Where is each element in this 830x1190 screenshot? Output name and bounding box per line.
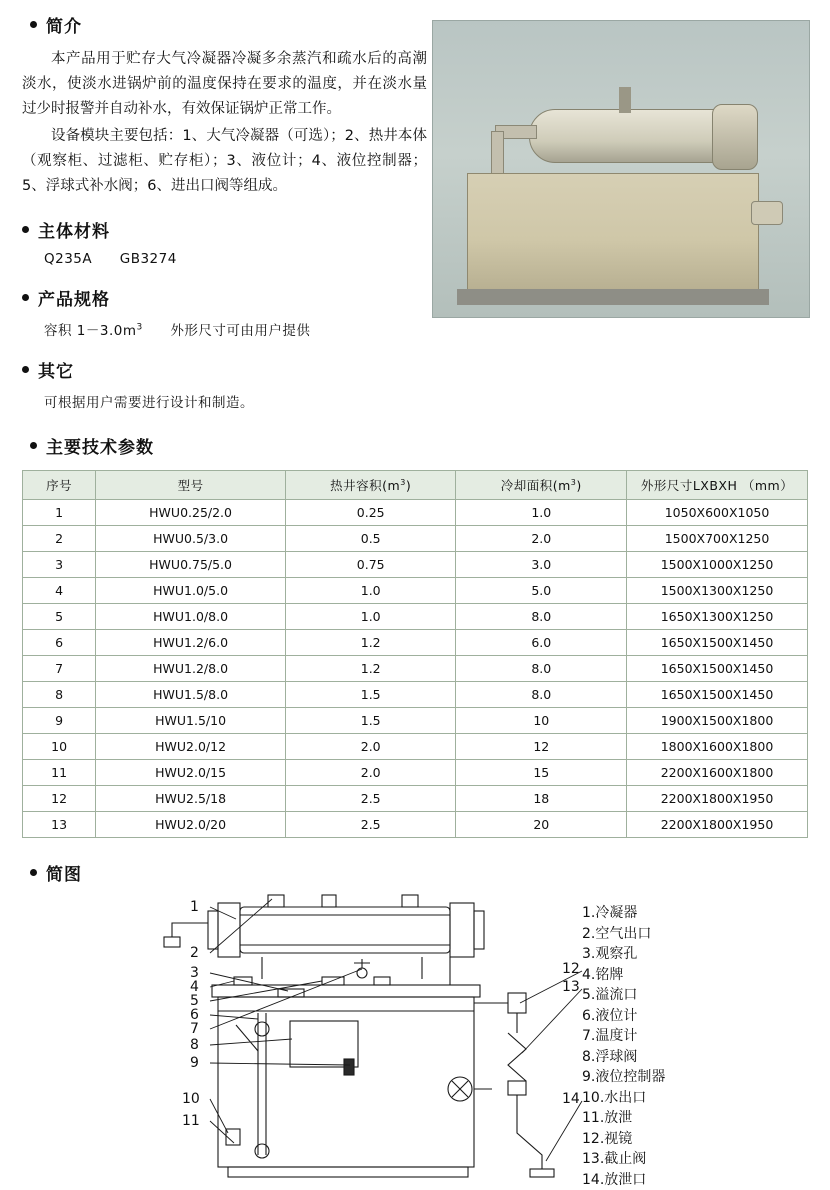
cell-cooling-area: 2.0	[456, 526, 627, 552]
cell-volume: 1.5	[285, 708, 456, 734]
cell-index: 13	[23, 812, 96, 838]
cell-index: 10	[23, 734, 96, 760]
cell-volume: 2.0	[285, 760, 456, 786]
table-row	[23, 578, 808, 604]
bullet-icon	[22, 226, 29, 233]
table-row	[23, 630, 808, 656]
cell-model: HWU0.5/3.0	[96, 526, 286, 552]
bullet-icon	[30, 21, 37, 28]
legend-item: 8.浮球阀	[582, 1047, 665, 1068]
cell-cooling-area: 10	[456, 708, 627, 734]
cell-dimensions: 1500X700X1250	[627, 526, 808, 552]
cell-model: HWU0.75/5.0	[96, 552, 286, 578]
cell-dimensions: 1650X1300X1250	[627, 604, 808, 630]
cell-dimensions: 2200X1600X1800	[627, 760, 808, 786]
diagram-title: 简图	[46, 860, 82, 885]
table-row	[23, 708, 808, 734]
cell-model: HWU1.0/5.0	[96, 578, 286, 604]
section-heading-diagram	[30, 860, 808, 885]
callout-5: 5	[190, 993, 199, 1009]
legend-item: 5.溢流口	[582, 985, 665, 1006]
equipment-line-drawing	[22, 893, 808, 1183]
intro-paragraph-2: 设备模块主要包括：1、大气冷凝器（可选）；2、热井本体（观察柜、过滤柜、贮存柜）；3、液位计；4、液位控制器；5、浮球式补水阀；6、进出口阀等组成。	[22, 124, 427, 199]
cell-index: 5	[23, 604, 96, 630]
cell-volume: 0.5	[285, 526, 456, 552]
section-heading-other	[22, 357, 808, 382]
callout-1: 1	[190, 899, 199, 915]
intro-body	[22, 47, 427, 199]
cell-index: 6	[23, 630, 96, 656]
spec-text-a: 容积 1－3.0m	[44, 323, 137, 339]
cell-dimensions: 1900X1500X1800	[627, 708, 808, 734]
spec-table	[22, 470, 808, 838]
cell-dimensions: 1500X1000X1250	[627, 552, 808, 578]
table-row	[23, 760, 808, 786]
section-other	[22, 357, 808, 411]
spec-text-a-sup: 3	[137, 323, 143, 333]
other-title: 其它	[38, 357, 74, 382]
legend-item: 13.截止阀	[582, 1149, 665, 1170]
cell-dimensions: 1650X1500X1450	[627, 682, 808, 708]
cell-model: HWU2.0/15	[96, 760, 286, 786]
spec-title: 产品规格	[38, 285, 110, 310]
photo-base-frame	[457, 289, 769, 305]
legend-item: 1.冷凝器	[582, 903, 665, 924]
cell-volume: 2.5	[285, 786, 456, 812]
spec-text-b: 外形尺寸可由用户提供	[170, 323, 310, 339]
table-row	[23, 552, 808, 578]
cell-model: HWU2.5/18	[96, 786, 286, 812]
legend-item: 2.空气出口	[582, 924, 665, 945]
cell-volume: 1.0	[285, 578, 456, 604]
cell-model: HWU1.2/8.0	[96, 656, 286, 682]
callout-8: 8	[190, 1037, 199, 1053]
cell-index: 12	[23, 786, 96, 812]
cell-cooling-area: 1.0	[456, 500, 627, 526]
cell-index: 11	[23, 760, 96, 786]
table-row	[23, 500, 808, 526]
spec-table-head	[23, 471, 808, 500]
cell-cooling-area: 8.0	[456, 604, 627, 630]
table-row	[23, 682, 808, 708]
col-header-index: 序号	[23, 471, 96, 500]
cell-volume: 2.0	[285, 734, 456, 760]
intro-title: 简介	[46, 12, 82, 37]
cell-cooling-area: 5.0	[456, 578, 627, 604]
table-row	[23, 604, 808, 630]
legend-item: 6.液位计	[582, 1006, 665, 1027]
material-title: 主体材料	[38, 217, 110, 242]
cell-volume: 1.2	[285, 656, 456, 682]
cell-dimensions: 1800X1600X1800	[627, 734, 808, 760]
cell-cooling-area: 12	[456, 734, 627, 760]
callout-4: 4	[190, 979, 199, 995]
material-value-a: Q235A	[44, 251, 92, 267]
cell-model: HWU1.5/8.0	[96, 682, 286, 708]
legend-item: 14.放泄口	[582, 1170, 665, 1190]
cell-volume: 1.0	[285, 604, 456, 630]
col-header-model: 型号	[96, 471, 286, 500]
legend-item: 12.视镜	[582, 1129, 665, 1150]
callout-13: 13	[562, 979, 580, 995]
callout-14: 14	[562, 1091, 580, 1107]
cell-volume: 0.75	[285, 552, 456, 578]
material-value-b: GB3274	[120, 251, 177, 267]
cell-index: 8	[23, 682, 96, 708]
cell-model: HWU1.0/8.0	[96, 604, 286, 630]
legend-item: 3.观察孔	[582, 944, 665, 965]
callout-12: 12	[562, 961, 580, 977]
legend-item: 4.铭牌	[582, 965, 665, 986]
cell-volume: 1.2	[285, 630, 456, 656]
other-text: 可根据用户需要进行设计和制造。	[44, 391, 808, 411]
cell-dimensions: 1050X600X1050	[627, 500, 808, 526]
product-photo	[432, 20, 810, 318]
photo-vent-nozzle	[619, 87, 631, 113]
callout-10: 10	[182, 1091, 200, 1107]
legend-item: 11.放泄	[582, 1108, 665, 1129]
col-header-dimensions: 外形尺寸LXBXH （mm）	[627, 471, 808, 500]
photo-tank-body	[467, 173, 759, 295]
callout-7: 7	[190, 1021, 199, 1037]
cell-index: 1	[23, 500, 96, 526]
legend-item: 7.温度计	[582, 1026, 665, 1047]
diagram-legend	[582, 903, 665, 1190]
col-header-cooling-area: 冷却面积$(m^3)$	[456, 471, 627, 500]
cell-model: HWU2.0/20	[96, 812, 286, 838]
cell-index: 2	[23, 526, 96, 552]
diagram-area	[22, 893, 808, 1183]
cell-dimensions: 1650X1500X1450	[627, 630, 808, 656]
legend-item: 10.水出口	[582, 1088, 665, 1109]
cell-dimensions: 1650X1500X1450	[627, 656, 808, 682]
callout-11: 11	[182, 1113, 200, 1129]
cell-model: HWU1.2/6.0	[96, 630, 286, 656]
col-header-volume: 热井容积$(m^3)$	[285, 471, 456, 500]
bullet-icon	[30, 869, 37, 876]
cell-dimensions: 2200X1800X1950	[627, 812, 808, 838]
callout-6: 6	[190, 1007, 199, 1023]
photo-valve	[751, 201, 783, 225]
cell-volume: 1.5	[285, 682, 456, 708]
cell-volume: 0.25	[285, 500, 456, 526]
cell-dimensions: 2200X1800X1950	[627, 786, 808, 812]
table-row	[23, 656, 808, 682]
table-row	[23, 812, 808, 838]
table-header-row	[23, 471, 808, 500]
params-title: 主要技术参数	[46, 433, 154, 458]
bullet-icon	[22, 366, 29, 373]
callout-2: 2	[190, 945, 199, 961]
cell-cooling-area: 8.0	[456, 656, 627, 682]
cell-cooling-area: 8.0	[456, 682, 627, 708]
bullet-icon	[22, 294, 29, 301]
spec-values	[44, 319, 808, 339]
cell-cooling-area: 18	[456, 786, 627, 812]
photo-condenser-drum	[529, 109, 749, 163]
callout-3: 3	[190, 965, 199, 981]
cell-volume: 2.5	[285, 812, 456, 838]
callout-9: 9	[190, 1055, 199, 1071]
bullet-icon	[30, 442, 37, 449]
legend-item: 9.液位控制器	[582, 1067, 665, 1088]
cell-cooling-area: 20	[456, 812, 627, 838]
section-heading-params	[30, 433, 808, 458]
cell-cooling-area: 6.0	[456, 630, 627, 656]
cell-index: 4	[23, 578, 96, 604]
cell-index: 7	[23, 656, 96, 682]
table-row	[23, 734, 808, 760]
cell-index: 3	[23, 552, 96, 578]
cell-cooling-area: 3.0	[456, 552, 627, 578]
cell-dimensions: 1500X1300X1250	[627, 578, 808, 604]
cell-model: HWU2.0/12	[96, 734, 286, 760]
cell-model: HWU1.5/10	[96, 708, 286, 734]
table-row	[23, 526, 808, 552]
cell-model: HWU0.25/2.0	[96, 500, 286, 526]
table-row	[23, 786, 808, 812]
intro-paragraph-1: 本产品用于贮存大气冷凝器冷凝多余蒸汽和疏水后的高潮淡水，使淡水进锅炉前的温度保持在要求的温度，并在淡水量过少时报警并自动补水，有效保证锅炉正常工作。	[22, 47, 427, 122]
cell-cooling-area: 15	[456, 760, 627, 786]
cell-index: 9	[23, 708, 96, 734]
spec-table-body	[23, 500, 808, 838]
